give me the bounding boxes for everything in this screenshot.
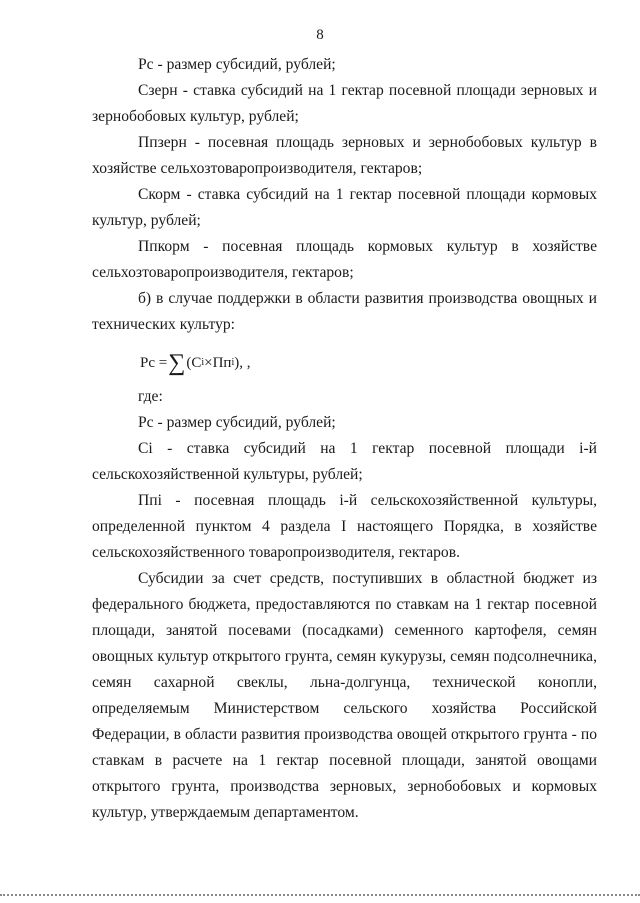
paragraph-rs-definition: Рс - размер субсидий, рублей; — [138, 56, 336, 73]
formula-close: ), , — [234, 355, 251, 371]
formula-open: (С — [186, 355, 202, 371]
page-number: 8 — [316, 27, 324, 43]
subsidy-formula — [140, 348, 597, 378]
formula-lhs: Рс = — [140, 355, 168, 371]
where-label: где: — [138, 388, 163, 405]
page-bottom-edge — [0, 894, 640, 896]
paragraph-ppi-definition: Ппi - посевная площадь i-й сельскохозяйственной культуры, определенной пунктом 4 раздела I настоящего Порядка, в хозяйстве сельскохозяйственного товаропроизводителя, гектаров. — [92, 492, 597, 561]
paragraph-subsidies: Субсидии за счет средств, поступивших в областной бюджет из федерального бюджета, предоставляются по ставкам на 1 гектар посевной площади, занятой посевами (посадками) семенного картофеля, семян овощных культур открытого грунта, семян кукурузы, семян подсолнечника, семян сахарной свеклы, льна-долгунца, технической конопли, определяемым Министерством сельского хозяйства Российской Федерации, в области развития производства овощей открытого грунта - по ставкам в расчете на 1 гектар посевной площади, занятой овощами открытого грунта, производства зерновых, зернобобовых и кормовых культур, утверждаемым департаментом. — [92, 570, 597, 821]
paragraph-ci-definition: Сi - ставка субсидий на 1 гектар посевной площади i-й сельскохозяйственной культуры, рублей; — [92, 440, 597, 483]
paragraph-ppzern-definition: Ппзерн - посевная площадь зерновых и зернобобовых культур в хозяйстве сельхозтоваропроизводителя, гектаров; — [92, 134, 597, 177]
paragraph-szern-definition: Сзерн - ставка субсидий на 1 гектар посевной площади зерновых и зернобобовых культур, рублей; — [92, 82, 597, 125]
paragraph-skorm-definition: Скорм - ставка субсидий на 1 гектар посевной площади кормовых культур, рублей; — [92, 186, 597, 229]
paragraph-rs-definition-2: Рс - размер субсидий, рублей; — [138, 414, 336, 431]
formula-sub-i-2: i — [231, 357, 235, 368]
document-body — [92, 52, 597, 826]
formula-sub-i: i — [201, 357, 205, 368]
formula-mid: ×Пп — [204, 355, 232, 371]
sum-sigma: ∑ — [168, 350, 186, 376]
paragraph-ppkorm-definition: Ппкорм - посевная площадь кормовых культур в хозяйстве сельхозтоваропроизводителя, гектаров; — [92, 238, 597, 281]
paragraph-case-b: б) в случае поддержки в области развития производства овощных и технических культур: — [92, 290, 597, 333]
